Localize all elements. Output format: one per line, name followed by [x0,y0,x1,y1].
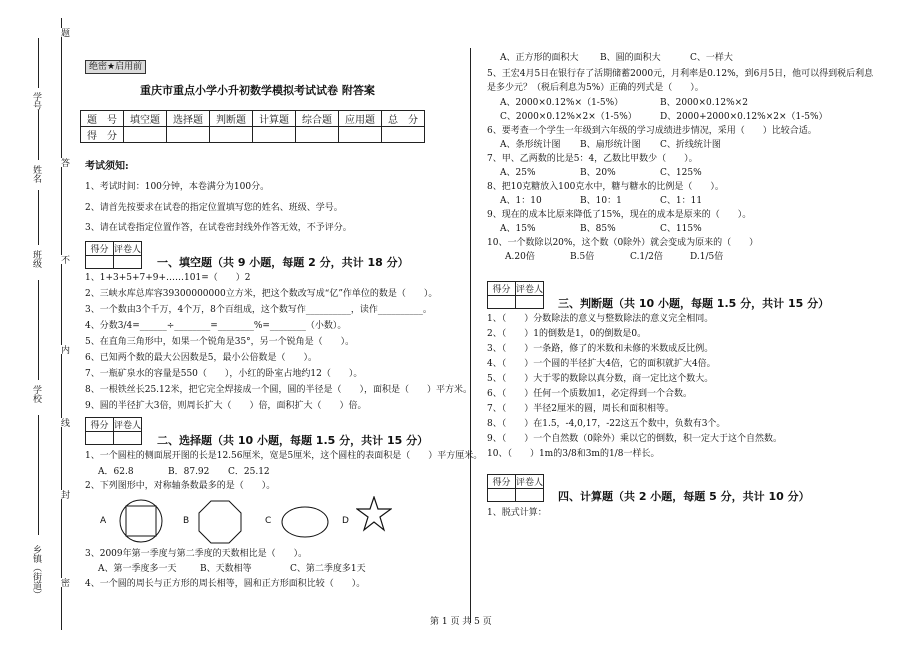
grader-score-label: 得分 [86,242,114,256]
choice-option: B、20% [580,168,616,178]
column-divider [470,48,471,623]
score-cell[interactable] [296,127,339,143]
grader-reviewer-label: 评卷人 [114,418,142,432]
binding-mark: 不 [59,255,69,264]
choice-question: 8、把10克糖放入100克水中，糖与糖水的比例是（ ）。 [487,182,724,192]
choice-option: B．87.92 [168,467,210,477]
judge-question: 5、（ ）大于零的数除以真分数，商一定比这个数大。 [487,374,714,384]
choice-option: A.20倍 [505,252,535,262]
binding-underline [38,38,39,88]
score-table-header-row [81,111,425,127]
choice-option: D.1/5倍 [690,252,724,262]
score-cell: 得 分 [81,127,124,143]
choice-option: A．62.8 [98,467,134,477]
score-header-cell: 判断题 [210,111,253,127]
choice-option: C、第二季度多1天 [290,564,366,574]
fill-question: 1、1+3+5+7+9+……101=（ ）2 [85,273,251,283]
score-cell[interactable] [253,127,296,143]
grader-score-cell[interactable] [86,432,114,445]
choice-option: B、85% [580,224,616,234]
choice-option: B、10：1 [580,196,622,206]
judge-question: 7、（ ）半径2厘米的圆，周长和面积相等。 [487,404,674,414]
judge-question: 6、（ ）任何一个质数加1，必定得到一个合数。 [487,389,692,399]
section2-heading: 二、选择题（共 10 小题，每题 1.5 分，共计 15 分） [157,434,429,447]
choice-option: C.1/2倍 [630,252,663,262]
grader-score-label: 得分 [86,418,114,432]
choice-option: A、15% [500,224,536,234]
circle-square-shape [118,498,164,544]
binding-label-class: 班级 [31,250,41,268]
binding-label-school: 学校 [31,385,41,403]
grader-box [487,474,544,502]
score-table-score-row [81,127,425,143]
judge-question: 9、（ ）一个自然数（0除外）乘以它的倒数，积一定大于这个自然数。 [487,434,782,444]
choice-option: A、1：10 [500,196,542,206]
grader-score-label: 得分 [488,475,516,489]
choice-option: A、第一季度多一天 [98,564,177,574]
binding-label-student-id: 学号 [31,92,41,110]
binding-mark: 封 [59,490,69,499]
choice-question: 10、一个数除以20%，这个数（0除外）就会变成为原来的（ ） [487,238,759,248]
fill-question: 7、一瓶矿泉水的容量是550（ ），小红的卧室占地约12（ ）。 [85,369,363,379]
choice-question: 5、王宏4月5日在银行存了活期储蓄2000元，月利率是0.12%，到6月5日，他可以得到税后利息 [487,69,874,79]
section3-heading: 三、判断题（共 10 小题，每题 1.5 分，共计 15 分） [558,297,830,310]
score-cell[interactable] [339,127,382,143]
judge-question: 10、（ ）1m的3/8和3m的1/8一样长。 [487,449,660,459]
page-footer: 第 1 页 共 5 页 [430,617,492,627]
score-header-cell: 总 分 [382,111,425,127]
secret-badge: 绝密★启用前 [85,60,146,74]
fill-question: 8、一根铁丝长25.12米，把它完全焊接成一个圆，圆的半径是（ ），面积是（ ）平方米。 [85,385,472,395]
choice-option: B、圆的面积大 [600,53,661,63]
binding-underline [38,280,39,380]
choice-question: 6、要考查一个学生一年级到六年级的学习成绩进步情况，采用（ ）比较合适。 [487,126,817,136]
shape-label: C [265,516,272,526]
grader-score-cell[interactable] [86,256,114,269]
fill-question: 6、已知两个数的最大公因数是5，最小公倍数是（ ）。 [85,353,317,363]
choice-question: 2、下列图形中，对称轴条数最多的是（ ）。 [85,481,276,491]
binding-underline [38,110,39,160]
binding-underline [38,190,39,245]
choice-question: 3、2009年第一季度与第二季度的天数相比是（ ）。 [85,549,308,559]
section1-heading: 一、填空题（共 9 小题，每题 2 分，共计 18 分） [157,256,409,269]
fill-question: 3、一个数由3个千万，4个万，8个百组成，这个数写作__________，读作__________。 [85,305,432,315]
judge-question: 2、（ ）1的倒数是1，0的倒数是0。 [487,329,647,339]
grader-reviewer-cell[interactable] [516,296,544,309]
grader-score-cell[interactable] [488,489,516,502]
notice-item: 1、考试时间：100分钟，本卷满分为100分。 [85,182,270,192]
grader-box [487,281,544,309]
judge-question: 1、（ ）分数除法的意义与整数除法的意义完全相同。 [487,314,714,324]
binding-mark: 内 [59,345,69,354]
choice-question-cont: 是多少元？（税后利息为5%）正确的列式是（ ）。 [487,83,704,93]
grader-score-label: 得分 [488,282,516,296]
grader-reviewer-label: 评卷人 [516,475,544,489]
grader-reviewer-cell[interactable] [516,489,544,502]
judge-question: 8、（ ）在1.5，-4,0,17，-22这五个数中，负数有3个。 [487,419,726,429]
shape-label: A [100,516,107,526]
choice-question: 7、甲、乙两数的比是5：4，乙数比甲数少（ ）。 [487,154,698,164]
page-title: 重庆市重点小学小升初数学模拟考试试卷 附答案 [140,84,375,97]
binding-label-name: 姓名 [31,165,41,183]
score-cell[interactable] [210,127,253,143]
binding-underline [38,415,39,535]
choice-option: C．25.12 [228,467,270,477]
score-header-cell: 计算题 [253,111,296,127]
binding-line [61,18,62,630]
choice-option: C、1：11 [660,196,703,206]
notice-item: 3、请在试卷指定位置作答，在试卷密封线外作答无效，不予评分。 [85,223,352,233]
choice-option: C、一样大 [690,53,733,63]
score-table [80,110,425,143]
binding-mark: 题 [59,28,69,37]
score-cell[interactable] [124,127,167,143]
binding-label-township: 乡镇（街道） [31,545,41,599]
score-header-cell: 填空题 [124,111,167,127]
judge-question: 3、（ ）一条路，修了的米数和未修的米数成反比例。 [487,344,714,354]
choice-option: A、条形统计图 [500,140,561,150]
grader-reviewer-cell[interactable] [114,256,142,269]
binding-mark: 线 [59,418,69,427]
calc-question: 1、脱式计算： [487,508,547,518]
fill-question: 9、圆的半径扩大3倍，则周长扩大（ ）倍，面积扩大（ ）倍。 [85,401,367,411]
octagon-shape [198,500,242,544]
grader-box [85,241,142,269]
choice-option: B、扇形统计图 [580,140,641,150]
grader-score-cell[interactable] [488,296,516,309]
choice-option: A、2000×0.12%×（1-5%） [500,98,624,108]
choice-option: C、125% [660,168,702,178]
star-shape [356,496,392,532]
choice-option: B、2000×0.12%×2 [660,98,748,108]
fill-question: 5、在直角三角形中，如果一个锐角是35°，另一个锐角是（ ）。 [85,337,355,347]
score-cell[interactable] [382,127,425,143]
choice-option: D、2000+2000×0.12%×2×（1-5%） [660,112,828,122]
grader-box [85,417,142,445]
choice-option: C、115% [660,224,702,234]
choice-option: A、正方形的面积大 [500,53,579,63]
choice-option: A、25% [500,168,536,178]
choice-option: C、2000×0.12%×2×（1-5%） [500,112,637,122]
score-cell[interactable] [167,127,210,143]
choice-question: 1、一个圆柱的侧面展开图的长是12.56厘米，宽是5厘米，这个圆柱的表面积是（ ）平方厘米。 [85,451,483,461]
choice-option: C、折线统计图 [660,140,721,150]
binding-mark: 密 [59,578,69,587]
score-header-cell: 题 号 [81,111,124,127]
fill-question: 2、三峡水库总库容39300000000立方米，把这个数改写成“亿”作单位的数是（ ）。 [85,289,438,299]
fill-question: 4、分数3/4=______÷________=________%=________（小数）。 [85,321,347,331]
notice-item: 2、请首先按要求在试卷的指定位置填写您的姓名、班级、学号。 [85,203,343,213]
score-header-cell: 应用题 [339,111,382,127]
grader-reviewer-label: 评卷人 [114,242,142,256]
ellipse-shape [280,505,330,539]
choice-question: 4、一个圆的周长与正方形的周长相等，圆和正方形面积比较（ ）。 [85,579,366,589]
score-header-cell: 选择题 [167,111,210,127]
shape-label: B [183,516,190,526]
judge-question: 4、（ ）一个圆的半径扩大4倍，它的面积就扩大4倍。 [487,359,716,369]
choice-option: B、天数相等 [200,564,252,574]
grader-reviewer-label: 评卷人 [516,282,544,296]
binding-mark: 答 [59,158,69,167]
score-header-cell: 综合题 [296,111,339,127]
notice-heading: 考试须知: [85,161,129,172]
choice-option: B.5倍 [570,252,595,262]
shape-label: D [342,516,349,526]
section4-heading: 四、计算题（共 2 小题，每题 5 分，共计 10 分） [558,490,810,503]
grader-reviewer-cell[interactable] [114,432,142,445]
choice-question: 9、现在的成本比原来降低了15%，现在的成本是原来的（ ）。 [487,210,752,220]
